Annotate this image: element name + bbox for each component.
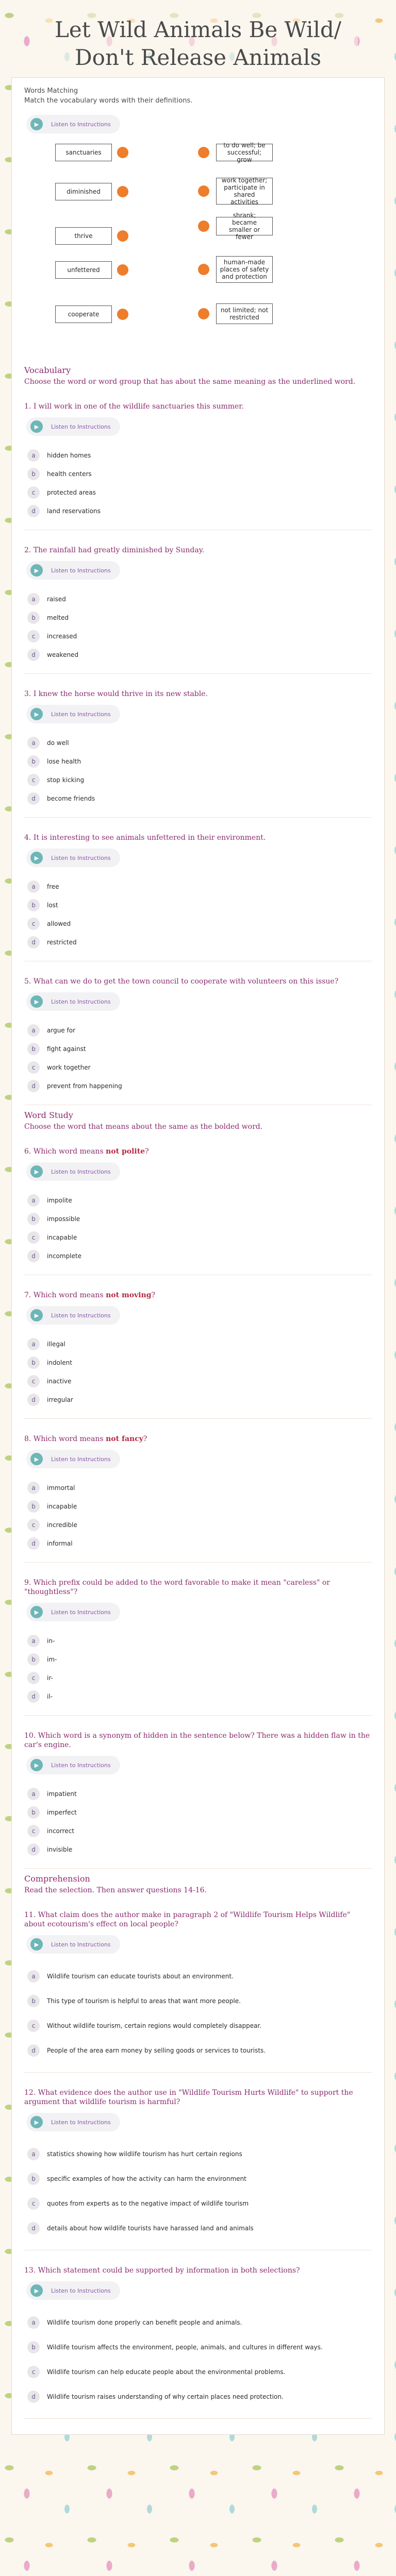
question-text-body: Which prefix could be added to the word favorable to make it mean "careless" or "thoughtless"? [24,1579,330,1596]
option-text: lost [47,901,58,909]
answer-option[interactable] [24,2360,372,2384]
question-text [24,2266,372,2275]
answer-option[interactable] [24,2310,372,2335]
option-letter-badge[interactable]: d [27,1537,40,1550]
option-letter-badge[interactable]: a [27,449,40,462]
option-text: Wildlife tourism can educate tourists about an environment. [47,1972,234,1980]
answer-option[interactable] [24,2166,372,2191]
option-letter-badge[interactable]: d [27,505,40,517]
answer-option[interactable] [24,1372,372,1391]
play-icon: ▶ [30,2116,43,2128]
question-text-part: ? [143,1435,147,1443]
answer-option[interactable] [24,1335,372,1353]
question-divider [24,817,372,818]
option-text: incapable [47,1233,77,1241]
option-text: incomplete [47,1252,81,1260]
question-text [24,977,372,986]
match-definition-box[interactable]: human-made places of safety and protection [216,256,273,283]
listen-button[interactable] [26,1450,120,1468]
answer-option[interactable] [24,752,372,771]
option-letter-badge[interactable]: b [27,899,40,911]
option-text: do well [47,739,69,747]
question-text-body: I knew the horse would thrive in its new stable. [33,690,208,698]
play-icon: ▶ [30,1309,43,1321]
option-letter-badge[interactable]: a [27,1635,40,1647]
match-connector-dot[interactable] [198,221,209,232]
question-number: 9. [24,1579,34,1587]
listen-label: Listen to Instructions [51,710,111,718]
option-letter-badge[interactable]: d [27,649,40,661]
option-text: specific examples of how the activity can harm the environment [47,2175,246,2182]
option-text: in- [47,1637,55,1645]
option-text: increased [47,632,77,640]
option-text: work together [47,1063,91,1071]
answer-option[interactable] [24,1040,372,1058]
word-study-instructions: Choose the word that means about the same as the bolded word. [24,1123,263,1131]
bolded-word: not polite [106,1147,145,1156]
option-text: argue for [47,1026,75,1034]
option-text: Wildlife tourism can help educate people about the environmental problems. [47,2368,286,2376]
play-icon: ▶ [30,852,43,864]
answer-option[interactable] [24,1840,372,1859]
question-text [24,1731,372,1750]
answer-option[interactable] [24,877,372,896]
option-text: statistics showing how wildlife tourism has hurt certain regions [47,2150,242,2158]
answer-option[interactable] [24,1391,372,1409]
listen-label: Listen to Instructions [51,1608,111,1616]
question-number: 12. [24,2089,38,2097]
question-text-body: Which statement could be supported by information in both selections? [38,2266,300,2275]
option-letter-badge[interactable]: b [27,2173,40,2185]
option-text: Wildlife tourism done properly can benefit people and animals. [47,2318,242,2326]
answer-option[interactable] [24,1822,372,1840]
question-text-part: Which word means [33,1435,106,1443]
option-text: ir- [47,1674,53,1682]
question-text [24,1910,372,1929]
play-icon: ▶ [30,2284,43,2297]
listen-button[interactable] [26,2113,120,2131]
listen-button[interactable] [26,1756,120,1774]
question-text [24,1578,372,1597]
option-letter-badge[interactable]: b [27,2341,40,2353]
option-text: lose health [47,757,81,765]
option-letter-badge[interactable]: a [27,1482,40,1494]
word-study-heading: Word Study [24,1110,73,1120]
play-icon: ▶ [30,995,43,1008]
option-text: informal [47,1539,73,1547]
answer-option[interactable] [24,1964,372,1989]
option-text: restricted [47,938,77,946]
listen-button[interactable] [26,1603,120,1621]
answer-option[interactable] [24,465,372,483]
play-icon: ▶ [30,1606,43,1618]
answer-option[interactable] [24,789,372,808]
option-text: This type of tourism is helpful to areas that want more people. [47,1997,241,2005]
answer-option[interactable] [24,1021,372,1040]
option-text: Wildlife tourism affects the environment, people, animals, and cultures in different ways. [47,2343,323,2351]
question-text-part: ? [151,1291,156,1299]
option-letter-badge[interactable]: c [27,2197,40,2210]
option-letter-badge[interactable]: a [27,593,40,605]
question-divider [24,1562,372,1563]
option-letter-badge[interactable]: b [27,1500,40,1513]
listen-label: Listen to Instructions [51,567,111,574]
match-definition-box[interactable]: shrank; became smaller or fewer [216,217,273,235]
question-text-body: What claim does the author make in paragraph 2 of "Wildlife Tourism Helps Wildlife" about ecotourism's effect on local people? [24,1911,351,1928]
option-text: indolent [47,1359,72,1366]
play-icon: ▶ [30,420,43,433]
listen-button[interactable] [26,1162,120,1181]
answer-option[interactable] [24,1497,372,1516]
option-letter-badge[interactable]: d [27,1080,40,1092]
question-text [24,833,372,842]
answer-option[interactable] [24,1077,372,1095]
listen-button[interactable] [26,1935,120,1954]
option-text: incapable [47,1502,77,1510]
listen-label: Listen to Instructions [51,2287,111,2294]
match-connector-dot[interactable] [198,308,209,319]
question-text [24,1147,372,1156]
question-divider [24,1868,372,1869]
option-letter-badge[interactable]: c [27,918,40,930]
option-text: inactive [47,1377,72,1385]
option-text: Without wildlife tourism, certain regions would completely disappear. [47,2022,262,2029]
question-text [24,546,372,555]
option-letter-badge[interactable]: c [27,1375,40,1387]
listen-button[interactable] [26,992,120,1011]
listen-button[interactable] [26,417,120,436]
option-letter-badge[interactable]: a [27,1338,40,1350]
match-definition-box[interactable]: not limited; not restricted [216,303,273,324]
answer-option[interactable] [24,1687,372,1706]
option-text: free [47,883,59,890]
answer-option[interactable] [24,483,372,502]
answer-option[interactable] [24,896,372,914]
listen-label: Listen to Instructions [51,854,111,861]
match-connector-dot[interactable] [117,309,128,320]
match-connector-dot[interactable] [198,147,209,158]
matching-instructions: Match the vocabulary words with their definitions. [24,97,193,105]
option-letter-badge[interactable]: d [27,1843,40,1856]
question-text-part: Which word means [33,1291,106,1299]
option-letter-badge[interactable]: a [27,737,40,749]
listen-label: Listen to Instructions [51,1941,111,1948]
option-letter-badge[interactable]: b [27,468,40,480]
listen-label: Listen to Instructions [51,998,111,1005]
option-letter-badge[interactable]: c [27,2020,40,2032]
question-divider [24,2072,372,2073]
answer-option[interactable] [24,1353,372,1372]
option-letter-badge[interactable]: d [27,1690,40,1703]
match-word-box[interactable]: diminished [55,183,112,200]
option-text: incredible [47,1521,77,1529]
question-text [24,402,372,411]
question-number: 3. [24,690,34,698]
option-text: incorrect [47,1827,74,1835]
listen-label: Listen to Instructions [51,1312,111,1319]
option-letter-badge[interactable]: b [27,755,40,768]
option-text: People of the area earn money by selling goods or services to tourists. [47,2046,266,2054]
answer-option[interactable] [24,1650,372,1669]
answer-option[interactable] [24,1785,372,1803]
option-letter-badge[interactable]: b [27,1995,40,2007]
option-letter-badge[interactable]: a [27,1194,40,1207]
comprehension-heading: Comprehension [24,1874,90,1884]
option-letter-badge[interactable]: b [27,1653,40,1666]
listen-button[interactable] [26,849,120,867]
question-number: 11. [24,1911,38,1919]
play-icon: ▶ [30,564,43,577]
answer-option[interactable] [24,627,372,646]
answer-option[interactable] [24,1058,372,1077]
play-icon: ▶ [30,1938,43,1951]
answer-option[interactable] [24,2384,372,2409]
option-letter-badge[interactable]: a [27,1970,40,1982]
answer-option[interactable] [24,734,372,752]
match-word-box[interactable]: sanctuaries [55,144,112,161]
option-text: impolite [47,1196,72,1204]
option-text: allowed [47,920,71,927]
answer-option[interactable] [24,1247,372,1265]
option-text: fight against [47,1045,86,1053]
option-text: immortal [47,1484,75,1492]
match-word-box[interactable]: cooperate [55,306,112,323]
listen-label: Listen to Instructions [51,121,111,128]
answer-option[interactable] [24,502,372,520]
question-text-body: It is interesting to see animals unfettered in their environment. [33,834,266,842]
option-text: become friends [47,794,95,802]
listen-label: Listen to Instructions [51,1761,111,1769]
answer-option[interactable] [24,2191,372,2216]
option-letter-badge[interactable]: a [27,1024,40,1037]
question-text [24,689,372,699]
option-letter-badge[interactable]: c [27,1672,40,1684]
question-text-part: ? [145,1147,149,1156]
option-text: melted [47,614,69,621]
answer-option[interactable] [24,590,372,608]
answer-option[interactable] [24,1228,372,1247]
option-letter-badge[interactable]: c [27,1061,40,1074]
option-text: raised [47,595,66,603]
match-word-box[interactable]: thrive [55,227,112,245]
match-definition-box[interactable]: work together; participate in shared activities [216,178,273,205]
option-text: weakened [47,651,79,658]
listen-button[interactable] [26,561,120,580]
answer-option[interactable] [24,1516,372,1534]
question-divider [24,673,372,674]
question-number: 10. [24,1732,38,1740]
option-letter-badge[interactable]: b [27,1213,40,1225]
option-text: Wildlife tourism raises understanding of why certain places need protection. [47,2393,284,2400]
match-connector-dot[interactable] [117,230,128,242]
question-text [24,1434,372,1444]
question-divider [24,1418,372,1419]
answer-option[interactable] [24,2142,372,2166]
question-number: 1. [24,402,34,411]
match-definition-box[interactable]: to do well; be successful; grow [216,144,273,161]
option-text: details about how wildlife tourists have harassed land and animals [47,2224,254,2232]
question-text [24,1291,372,1300]
answer-option[interactable] [24,1669,372,1687]
option-letter-badge[interactable]: b [27,612,40,624]
answer-option[interactable] [24,646,372,664]
question-text-body: I will work in one of the wildlife sanctuaries this summer. [33,402,244,411]
answer-option[interactable] [24,933,372,952]
question-text [24,2088,372,2107]
option-letter-badge[interactable]: d [27,2391,40,2403]
vocabulary-heading: Vocabulary [24,365,71,375]
match-connector-dot[interactable] [117,147,128,158]
answer-option[interactable] [24,2038,372,2063]
match-connector-dot[interactable] [198,264,209,275]
option-letter-badge[interactable]: a [27,2148,40,2160]
option-text: il- [47,1692,53,1700]
question-number: 4. [24,834,34,842]
option-text: impatient [47,1790,77,1798]
question-text-body: Which word is a synonym of hidden in the sentence below? There was a hidden flaw in the car's engine. [24,1732,370,1749]
option-text: irregular [47,1396,73,1403]
listen-label: Listen to Instructions [51,2119,111,2126]
answer-option[interactable] [24,1210,372,1228]
question-text-body: The rainfall had greatly diminished by Sunday. [33,546,205,554]
title-bar [0,0,396,88]
option-text: stop kicking [47,776,85,784]
option-letter-badge[interactable]: d [27,1250,40,1262]
answer-option[interactable] [24,2013,372,2038]
listen-label: Listen to Instructions [51,1455,111,1463]
option-letter-badge[interactable]: c [27,1825,40,1837]
option-text: invisible [47,1845,73,1853]
question-number: 7. [24,1291,34,1299]
question-number: 6. [24,1147,34,1156]
option-text: health centers [47,470,92,478]
option-text: imperfect [47,1808,77,1816]
match-connector-dot[interactable] [117,264,128,276]
answer-option[interactable] [24,1803,372,1822]
option-letter-badge[interactable]: d [27,792,40,805]
answer-option[interactable] [24,1479,372,1497]
option-letter-badge[interactable]: d [27,2222,40,2234]
option-text: quotes from experts as to the negative impact of wildlife tourism [47,2199,249,2207]
option-letter-badge[interactable]: c [27,2366,40,2378]
answer-option[interactable] [24,2335,372,2360]
answer-option[interactable] [24,771,372,789]
option-letter-badge[interactable]: a [27,880,40,893]
answer-option[interactable] [24,1534,372,1553]
option-letter-badge[interactable]: b [27,1043,40,1055]
question-text-body: What can we do to get the town council to cooperate with volunteers on this issue? [33,977,339,986]
option-text: prevent from happening [47,1082,122,1090]
question-number: 5. [24,977,34,986]
listen-button[interactable] [26,1306,120,1325]
play-icon: ▶ [30,1165,43,1178]
question-number: 13. [24,2266,38,2275]
option-letter-badge[interactable]: a [27,2316,40,2329]
comprehension-instructions: Read the selection. Then answer questions 14-16. [24,1886,207,1894]
answer-option[interactable] [24,1632,372,1650]
question-divider [24,1715,372,1716]
option-letter-badge[interactable]: c [27,486,40,499]
listen-button[interactable] [26,2281,120,2300]
play-icon: ▶ [30,1453,43,1465]
option-letter-badge[interactable]: b [27,1357,40,1369]
worksheet-card [11,77,385,2435]
option-text: land reservations [47,507,101,515]
play-icon: ▶ [30,118,43,130]
option-letter-badge[interactable]: c [27,774,40,786]
matching-heading: Words Matching [24,87,78,95]
question-text-body: What evidence does the author use in "Wildlife Tourism Hurts Wildlife" to support the argument that wildlife tourism is harmful? [24,2089,353,2106]
listen-label: Listen to Instructions [51,423,111,430]
match-connector-dot[interactable] [198,185,209,197]
worksheet-title: Let Wild Animals Be Wild/ Don't Release Animals [38,11,358,77]
play-icon: ▶ [30,1759,43,1771]
option-letter-badge[interactable]: b [27,1806,40,1819]
match-connector-dot[interactable] [117,186,128,197]
play-icon: ▶ [30,708,43,720]
option-letter-badge[interactable]: d [27,1394,40,1406]
option-text: protected areas [47,488,96,496]
option-text: impossible [47,1215,80,1223]
bolded-word: not moving [106,1291,152,1299]
listen-button[interactable] [26,705,120,723]
option-letter-badge[interactable]: c [27,1519,40,1531]
answer-option[interactable] [24,608,372,627]
vocabulary-instructions: Choose the word or word group that has about the same meaning as the underlined word. [24,378,356,386]
answer-option[interactable] [24,446,372,465]
question-number: 8. [24,1435,34,1443]
bolded-word: not fancy [106,1435,143,1443]
answer-option[interactable] [24,2216,372,2241]
option-letter-badge[interactable]: a [27,1788,40,1800]
question-text-part: Which word means [33,1147,106,1156]
option-letter-badge[interactable]: c [27,630,40,642]
option-letter-badge[interactable]: c [27,1231,40,1244]
matching-area [24,144,372,350]
answer-option[interactable] [24,1191,372,1210]
listen-label: Listen to Instructions [51,1168,111,1175]
listen-button[interactable] [26,115,120,133]
option-text: im- [47,1655,57,1663]
match-word-box[interactable]: unfettered [55,261,112,279]
option-text: hidden homes [47,451,91,459]
question-divider [24,2418,372,2419]
answer-option[interactable] [24,914,372,933]
option-text: illegal [47,1340,65,1348]
question-number: 2. [24,546,34,554]
option-letter-badge[interactable]: d [27,2044,40,2057]
answer-option[interactable] [24,1989,372,2013]
option-letter-badge[interactable]: d [27,936,40,948]
